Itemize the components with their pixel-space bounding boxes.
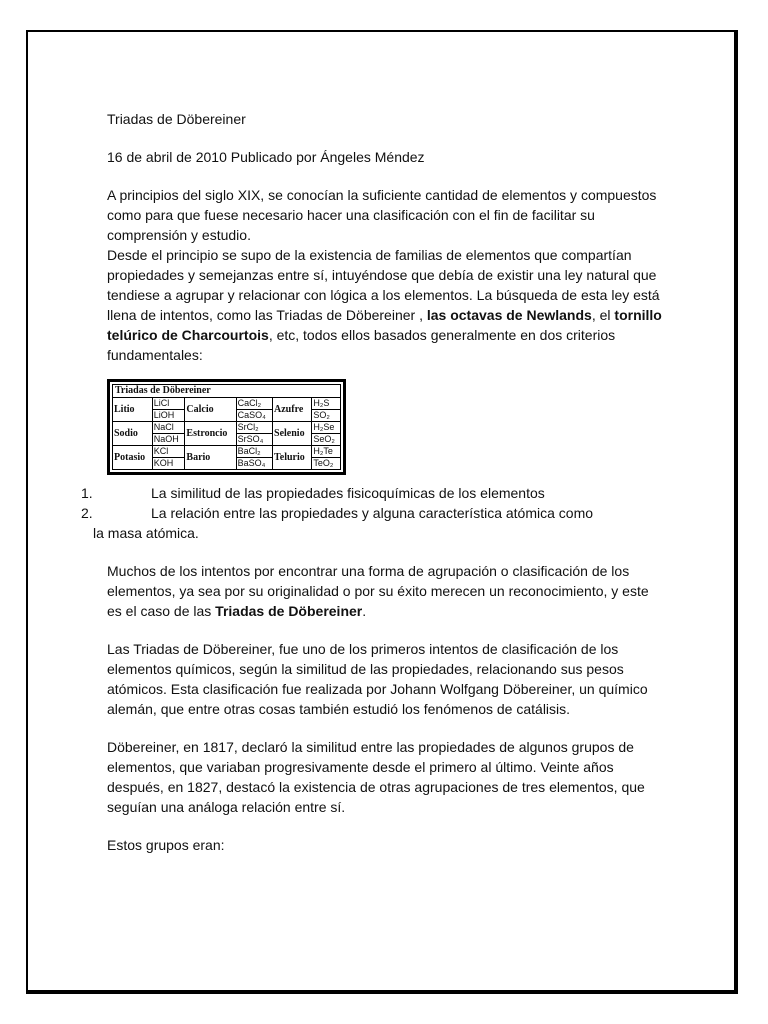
paragraph-groups: Estos grupos eran: xyxy=(107,837,225,853)
paragraph-recognition-text: . xyxy=(362,603,367,619)
list-item xyxy=(81,483,667,503)
list-item xyxy=(81,503,667,523)
list-number: 1. xyxy=(81,485,93,501)
table-cell-compound: SeO₂ xyxy=(312,434,341,446)
table-cell-compound: BaSO₄ xyxy=(236,458,272,470)
table-cell-compound: H₂Te xyxy=(312,446,341,458)
table-cell-element: Selenio xyxy=(273,422,312,446)
criteria-list xyxy=(81,483,667,543)
paragraph-history: Döbereiner, en 1817, declaró la similitud entre las propiedades de algunos grupos de elementos, que variaban progresivamente desde el primero al último. Veinte años después, en 1827, destacó la existencia de otras agrupaciones de tres elementos, que seguían una análoga relación entre sí. xyxy=(107,739,645,815)
table-cell-compound: KOH xyxy=(152,458,185,470)
list-number: 2. xyxy=(81,505,93,521)
table-title: Triadas de Döbereiner xyxy=(113,385,341,398)
table-cell-element: Bario xyxy=(185,446,236,470)
table-cell-compound: H₂Se xyxy=(312,422,341,434)
byline: 16 de abril de 2010 Publicado por Ángeles Méndez xyxy=(107,149,425,165)
table-cell-element: Azufre xyxy=(273,398,312,422)
table-row xyxy=(113,422,341,434)
table-cell-compound: H₂S xyxy=(312,398,341,410)
table-cell-compound: LiCl xyxy=(152,398,185,410)
table-cell-compound: SrSO₄ xyxy=(236,434,272,446)
table-cell-compound: TeO₂ xyxy=(312,458,341,470)
table-cell-element: Estroncio xyxy=(185,422,236,446)
table-cell-compound: SO₂ xyxy=(312,410,341,422)
document-title: Triadas de Döbereiner xyxy=(107,111,246,127)
bold-triadas: Triadas de Döbereiner xyxy=(215,603,363,619)
table-cell-compound: KCl xyxy=(152,446,185,458)
paragraph-families-text: , el xyxy=(591,307,615,323)
document-body xyxy=(81,109,667,855)
list-item-text: La relación entre las propiedades y alguna característica atómica como xyxy=(151,505,594,521)
table-cell-compound: SrCl₂ xyxy=(236,422,272,434)
triadas-table-image xyxy=(107,379,346,475)
table-cell-element: Litio xyxy=(113,398,153,422)
table-cell-compound: CaCl₂ xyxy=(236,398,272,410)
paragraph-families xyxy=(107,245,667,365)
paragraph-families-text: Desde el principio se supo de la existencia de familias de elementos que compartían propiedades y semejanzas entre sí, intuyéndose que debía de existir una ley natural que tendiese a agrupar y relacionar con lógica a los elementos. La búsqueda de esta ley está llena de intentos, como las Triadas de Döbereiner , xyxy=(107,247,660,323)
table-row xyxy=(113,398,341,410)
table-cell-element: Calcio xyxy=(185,398,236,422)
table-cell-element: Potasio xyxy=(113,446,153,470)
bold-octavas-newlands: las octavas de Newlands xyxy=(426,307,592,323)
triadas-table xyxy=(112,384,341,470)
table-cell-compound: CaSO₄ xyxy=(236,410,272,422)
table-cell-compound: NaOH xyxy=(152,434,185,446)
paragraph-families-text: , etc, todos ellos basados generalmente en dos criterios fundamentales: xyxy=(107,327,616,363)
bold-tornillo-telurico: tornillo telúrico de Charcourtois xyxy=(107,307,662,343)
table-cell-compound: BaCl₂ xyxy=(236,446,272,458)
paragraph-intro: A principios del siglo XIX, se conocían la suficiente cantidad de elementos y compuestos como para que fuese necesario hacer una clasificación con el fin de facilitar su comprensión y estudio. xyxy=(107,187,657,243)
paragraph-recognition-text: Muchos de los intentos por encontrar una forma de agrupación o clasificación de los elementos, ya sea por su originalidad o por su éxito merecen un reconocimiento, y este es el caso de las xyxy=(107,563,649,619)
list-item-text: La similitud de las propiedades fisicoquímicas de los elementos xyxy=(151,485,545,501)
paragraph-classification: Las Triadas de Döbereiner, fue uno de los primeros intentos de clasificación de los elementos químicos, según la similitud de las propiedades, relacionando sus pesos atómicos. Esta clasificación fue realizada por Johann Wolfgang Döbereiner, un químico alemán, que entre otras cosas también estudió los fenómenos de catálisis. xyxy=(107,641,648,717)
table-row xyxy=(113,446,341,458)
table-cell-compound: LiOH xyxy=(152,410,185,422)
list-item-continuation: la masa atómica. xyxy=(93,525,199,541)
table-cell-element: Telurio xyxy=(273,446,312,470)
table-cell-compound: NaCl xyxy=(152,422,185,434)
table-cell-element: Sodio xyxy=(113,422,153,446)
paragraph-recognition xyxy=(107,561,667,621)
